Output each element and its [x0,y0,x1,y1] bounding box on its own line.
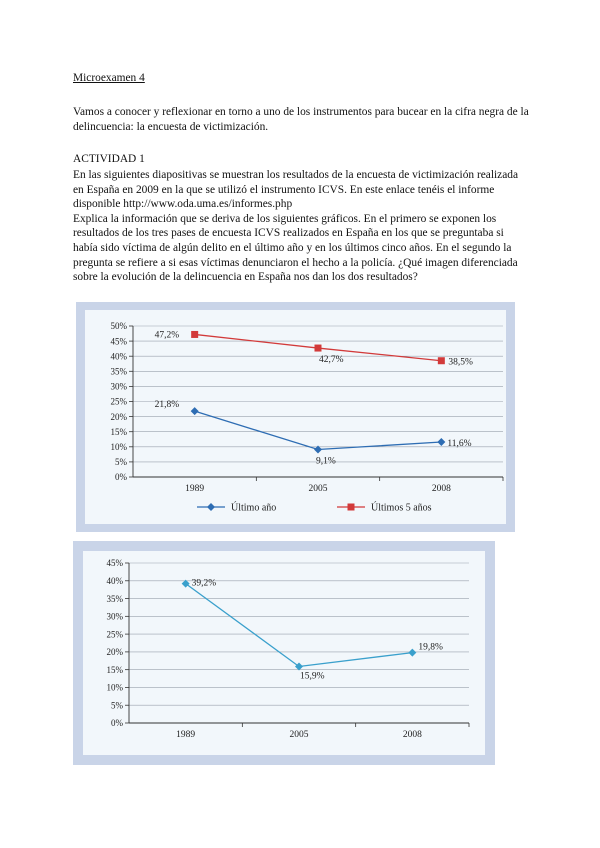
body-line-link[interactable]: disponible http://www.oda.uma.es/informes.php [73,198,293,211]
x-tick-label: 2005 [308,484,328,494]
data-point [315,345,322,352]
reporting-chart-svg [83,551,485,755]
body-line: resultados de los tres pases de encuesta ICVS realizados en España en los que se preguntaba si [73,227,504,240]
y-tick-label: 40% [110,351,127,362]
data-label: 21,8% [154,400,180,411]
legend-label: Últimos 5 años [371,502,432,514]
data-label: 47,2% [154,330,180,341]
y-tick-label: 5% [111,700,123,711]
body-line: pregunta se refiere a si esas víctimas denunciaron el hecho a la policía. ¿Qué imagen diferenciada [73,256,518,269]
x-tick-label: 1989 [176,730,196,740]
y-tick-label: 45% [110,336,127,347]
chart-area [83,551,485,755]
y-tick-label: 30% [106,611,123,622]
chart-area [85,310,506,524]
data-point [191,331,198,338]
body-line: Explica la información que se deriva de los siguientes gráficos. En el primero se exponen los [73,212,497,225]
data-point [438,357,445,364]
data-label: 39,2% [191,578,217,589]
y-tick-label: 25% [110,396,127,407]
data-point [191,407,199,415]
data-point [408,649,416,657]
y-tick-label: 15% [106,664,123,675]
victimization-chart [76,302,515,532]
intro-line: delincuencia: la encuesta de victimización. [73,120,269,133]
y-tick-label: 5% [115,457,127,468]
y-tick-label: 45% [106,558,123,569]
y-tick-label: 10% [106,682,123,693]
y-tick-label: 40% [106,575,123,586]
data-label: 38,5% [448,357,473,368]
y-tick-label: 0% [115,472,127,483]
intro-paragraph [73,105,558,134]
y-tick-label: 15% [110,426,127,437]
x-tick-label: 1989 [185,484,205,494]
y-tick-label: 20% [110,411,127,422]
data-label: 42,7% [319,355,344,366]
activity-paragraph [73,168,558,285]
body-line: en España en 2009 en la que se utilizó el instrumento ICVS. En este enlace tenéis el informe [73,183,495,196]
data-label: 19,8% [418,642,443,653]
intro-line: Vamos a conocer y reflexionar en torno a uno de los instrumentos para bucear en la cifra negra de la [73,106,529,118]
y-tick-label: 30% [110,381,127,392]
series-line [186,584,413,667]
series-line [195,411,442,449]
body-line: había sido víctima de algún delito en el último año y en los últimos cinco años. En el segundo la [73,241,512,254]
y-tick-label: 10% [110,442,127,452]
legend-marker [207,503,215,511]
y-tick-label: 35% [110,366,127,377]
data-point [437,438,445,446]
y-tick-label: 35% [106,593,123,604]
y-tick-label: 20% [106,647,123,658]
reporting-chart [73,541,495,765]
y-tick-label: 0% [111,718,123,729]
document-title: Microexamen 4 [73,72,145,84]
data-label: 9,1% [316,456,336,467]
legend-label: Último año [231,502,277,514]
x-tick-label: 2005 [289,730,309,740]
victimization-chart-svg [85,310,506,524]
y-tick-label: 25% [106,629,123,640]
body-line: En las siguientes diapositivas se muestran los resultados de la encuesta de victimización realizada [73,169,519,181]
body-line: sobre la evolución de la delincuencia en España nos dan los dos resultados? [73,271,418,284]
x-tick-label: 2008 [431,484,451,494]
data-label: 15,9% [300,671,325,682]
legend-marker [348,504,355,511]
data-label: 11,6% [447,438,472,449]
activity-heading: ACTIVIDAD 1 [73,153,145,165]
x-tick-label: 2008 [402,730,422,740]
y-tick-label: 50% [110,321,127,332]
